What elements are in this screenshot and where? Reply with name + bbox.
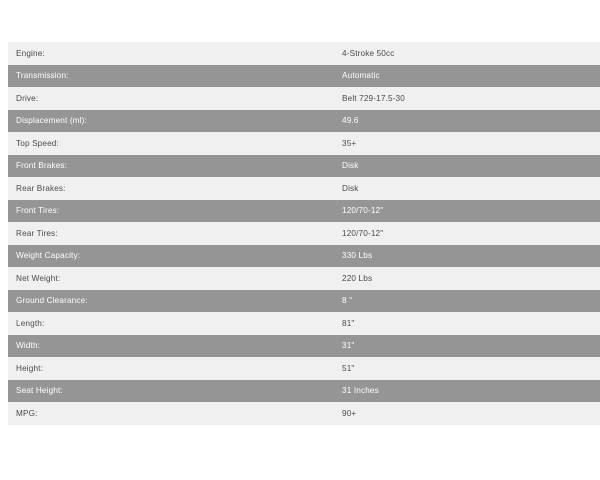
spec-value: 90+ (334, 402, 600, 425)
table-row (8, 177, 600, 200)
spec-label: Height: (8, 357, 334, 380)
spec-label: Top Speed: (8, 132, 334, 155)
table-row (8, 110, 600, 133)
table-row (8, 245, 600, 268)
spec-label: Width: (8, 335, 334, 358)
table-row (8, 87, 600, 110)
spec-label: MPG: (8, 402, 334, 425)
spec-value: Disk (334, 155, 600, 178)
table-row (8, 357, 600, 380)
spec-label: Front Tires: (8, 200, 334, 223)
spec-label: Engine: (8, 42, 334, 65)
spec-value: 51" (334, 357, 600, 380)
spec-value: Disk (334, 177, 600, 200)
specifications-table-body (8, 42, 600, 425)
spec-value: 120/70-12" (334, 222, 600, 245)
spec-value: 31 Inches (334, 380, 600, 403)
spec-value: 120/70-12" (334, 200, 600, 223)
table-row (8, 402, 600, 425)
spec-label: Net Weight: (8, 267, 334, 290)
table-row (8, 132, 600, 155)
table-row (8, 155, 600, 178)
table-row (8, 380, 600, 403)
spec-value: 49.6 (334, 110, 600, 133)
spec-label: Front Brakes: (8, 155, 334, 178)
spec-label: Drive: (8, 87, 334, 110)
spec-label: Rear Tires: (8, 222, 334, 245)
spec-label: Length: (8, 312, 334, 335)
spec-value: 81" (334, 312, 600, 335)
table-row (8, 222, 600, 245)
table-row (8, 65, 600, 88)
spec-value: 8 " (334, 290, 600, 313)
spec-value: 31" (334, 335, 600, 358)
spec-label: Transmission: (8, 65, 334, 88)
spec-value: 35+ (334, 132, 600, 155)
spec-value: 220 Lbs (334, 267, 600, 290)
spec-label: Weight Capacity: (8, 245, 334, 268)
table-row (8, 312, 600, 335)
table-row (8, 290, 600, 313)
table-row (8, 335, 600, 358)
spec-value: 4-Stroke 50cc (334, 42, 600, 65)
spec-label: Ground Clearance: (8, 290, 334, 313)
spec-label: Displacement (ml): (8, 110, 334, 133)
specifications-table (8, 42, 600, 425)
spec-value: Automatic (334, 65, 600, 88)
table-row (8, 200, 600, 223)
table-row (8, 267, 600, 290)
spec-value: Belt 729-17.5-30 (334, 87, 600, 110)
spec-value: 330 Lbs (334, 245, 600, 268)
table-row (8, 42, 600, 65)
specifications-panel (8, 42, 592, 425)
spec-label: Seat Height: (8, 380, 334, 403)
spec-label: Rear Brakes: (8, 177, 334, 200)
